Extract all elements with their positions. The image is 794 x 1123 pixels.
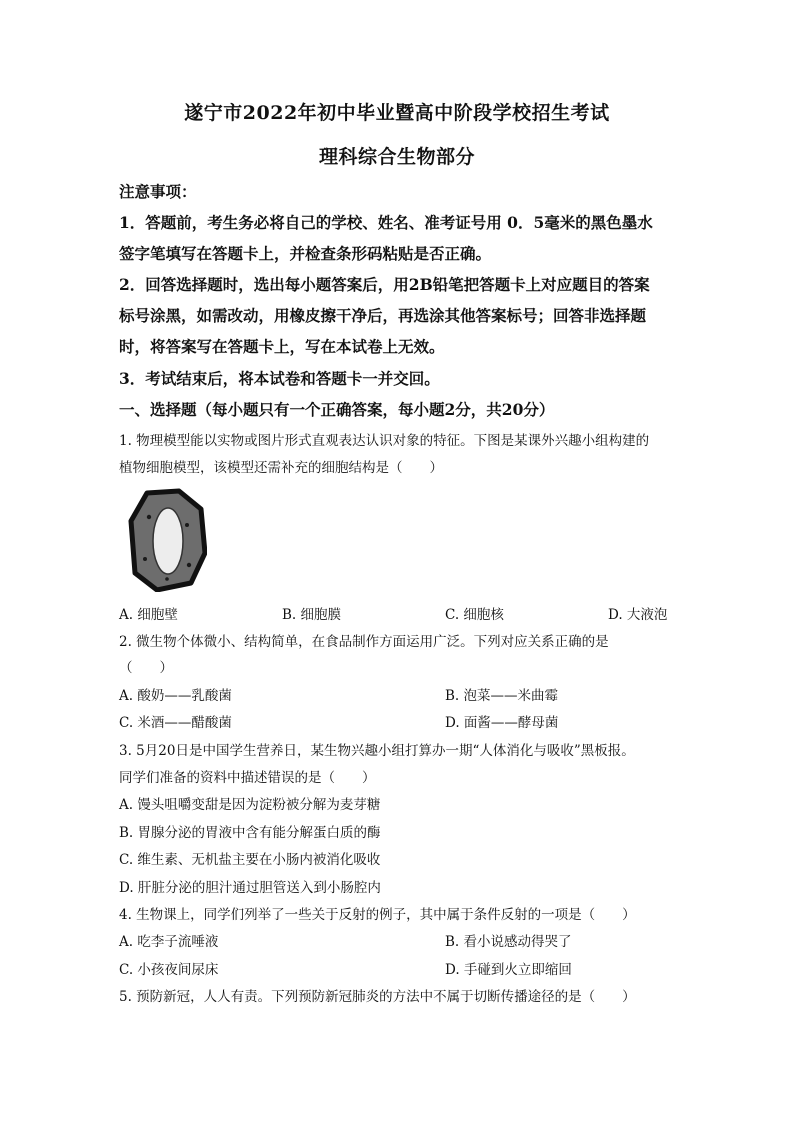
option-d: D. 肝脏分泌的胆汁通过胆管送入到小肠腔内 [119,880,381,896]
question-2-stem: （ ） [119,660,173,676]
question-1-stem: 1. 物理模型能以实物或图片形式直观表达认识对象的特征。下图是某课外兴趣小组构建的 [119,433,650,449]
option-a: A. 酸奶——乳酸菌 [119,688,232,704]
notice-line: 标号涂黑，如需改动，用橡皮擦干净后，再选涂其他答案标号；回答非选择题 [119,306,647,325]
option-b: B. 泡菜——米曲霉 [445,688,559,704]
option-c: C. 小孩夜间尿床 [119,962,219,978]
notice-line: 时，将答案写在答题卡上，写在本试卷上无效。 [119,337,445,356]
option-d: D. 面酱——酵母菌 [445,715,559,731]
option-c: C. 维生素、无机盐主要在小肠内被消化吸收 [119,852,381,868]
notice-heading: 注意事项： [119,182,197,201]
option-b: B. 看小说感动得哭了 [445,934,572,950]
option-b: B. 胃腺分泌的胃液中含有能分解蛋白质的酶 [119,825,381,841]
option-a: A. 细胞壁 [119,607,178,623]
notice-line: 1．答题前，考生务必将自己的学校、姓名、准考证号用 0．5毫米的黑色墨水 [119,213,653,232]
question-5-stem: 5. 预防新冠，人人有责。下列预防新冠肺炎的方法中不属于切断传播途径的是（ ） [119,989,636,1005]
option-a: A. 馒头咀嚼变甜是因为淀粉被分解为麦芽糖 [119,797,381,813]
option-a: A. 吃李子流唾液 [119,934,219,950]
option-c: C. 细胞核 [445,607,504,623]
question-3-stem: 3. 5月20日是中国学生营养日，某生物兴趣小组打算办一期“人体消化与吸收”黑板报。 [119,743,635,759]
notice-line: 3．考试结束后，将本试卷和答题卡一并交回。 [119,369,440,388]
question-2-stem: 2. 微生物个体微小、结构简单，在食品制作方面运用广泛。下列对应关系正确的是 [119,634,609,650]
option-d: D. 手碰到火立即缩回 [445,962,572,978]
option-c: C. 米酒——醋酸菌 [119,715,232,731]
section-heading: 一、选择题（每小题只有一个正确答案，每小题2分，共20分） [119,400,555,419]
exam-subtitle: 理科综合生物部分 [318,146,475,168]
question-4-stem: 4. 生物课上，同学们列举了一些关于反射的例子，其中属于条件反射的一项是（ ） [119,907,636,923]
notice-line: 2．回答选择题时，选出每小题答案后，用2B铅笔把答题卡上对应题目的答案 [119,275,650,294]
notice-line: 签字笔填写在答题卡上，并检查条形码粘贴是否正确。 [119,244,492,263]
plant-cell-model-image [127,487,207,592]
question-1-stem: 植物细胞模型，该模型还需补充的细胞结构是（ ） [119,460,443,476]
option-b: B. 细胞膜 [282,607,342,623]
exam-title: 遂宁市2022年初中毕业暨高中阶段学校招生考试 [184,102,610,124]
option-d: D. 大液泡 [608,607,668,623]
question-3-stem: 同学们准备的资料中描述错误的是（ ） [119,770,376,786]
